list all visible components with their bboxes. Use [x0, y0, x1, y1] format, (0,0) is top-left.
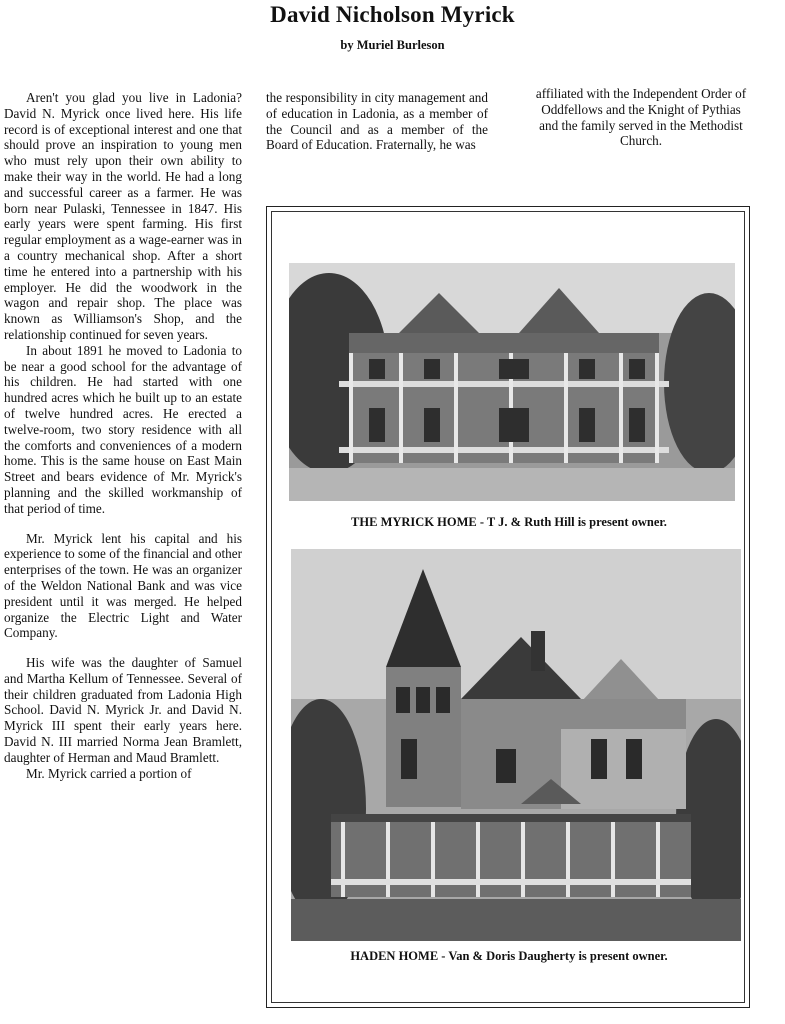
paragraph: In about 1891 he moved to Ladonia to be near a good school for the advantage of his children. He had started with one hundred acres which he built up to an estate of twelve hundred acres. He erected a twelve-room, two story residence with all the comforts and conveniences of a modern home. This is the same house on East Main Street and bears evidence of Mr. Myrick's planning and the skilled workmanship of that period of time. [4, 342, 242, 516]
paragraph: affiliated with the Independent Order of Oddfellows and the Knight of Pythias and the family served in the Methodist Church. [535, 86, 747, 149]
photo-frame [266, 206, 750, 1008]
column-1 [4, 90, 242, 781]
column-2 [266, 90, 488, 153]
paragraph: Aren't you glad you live in Ladonia? David N. Myrick once lived here. His life record is of exceptional interest and one that should prove an inspiration to young men who must rely upon their own ability to make their way in the world. He had a long and successful career as a farmer. He was born near Pulaski, Tennessee in 1847. His early years were spent farming. His first regular employment as a wage-earner was in a country mechanical shop. After a short time he entered into a partnership with his employer. He did the woodwork in the wagon and repair shop. The place was known as Williamson's Shop, and the relationship continued for seven years. [4, 90, 242, 342]
column-3 [533, 86, 749, 149]
paragraph: His wife was the daughter of Samuel and Martha Kellum of Tennessee. Several of their children graduated from Ladonia High School. David N. Myrick Jr. and David N. Myrick III spent their early years here. David N. III married Norma Jean Bramlett, daughter of Herman and Maud Bramlett. [4, 655, 242, 765]
paragraph: the responsibility in city management and of education in Ladonia, as a member of the Council and as a member of the Board of Education. Fraternally, he was [266, 90, 488, 153]
paragraph: Mr. Myrick carried a portion of [26, 765, 192, 781]
photo-caption-2: HADEN HOME - Van & Doris Daugherty is present owner. [350, 949, 668, 963]
myrick-home-photo [289, 263, 735, 501]
byline: by Muriel Burleson [340, 38, 445, 52]
house-illustration-1 [289, 263, 735, 501]
photo-caption-1: THE MYRICK HOME - T J. & Ruth Hill is present owner. [351, 515, 667, 529]
haden-home-photo [291, 549, 741, 941]
article-title: David Nicholson Myrick [270, 2, 515, 27]
paragraph: Mr. Myrick lent his capital and his experience to some of the financial and other enterprises of the town. He was an organizer of the Weldon National Bank and was vice president until it was merged. He helped organize the Electric Light and Water Company. [4, 530, 242, 641]
house-illustration-2 [291, 549, 741, 941]
